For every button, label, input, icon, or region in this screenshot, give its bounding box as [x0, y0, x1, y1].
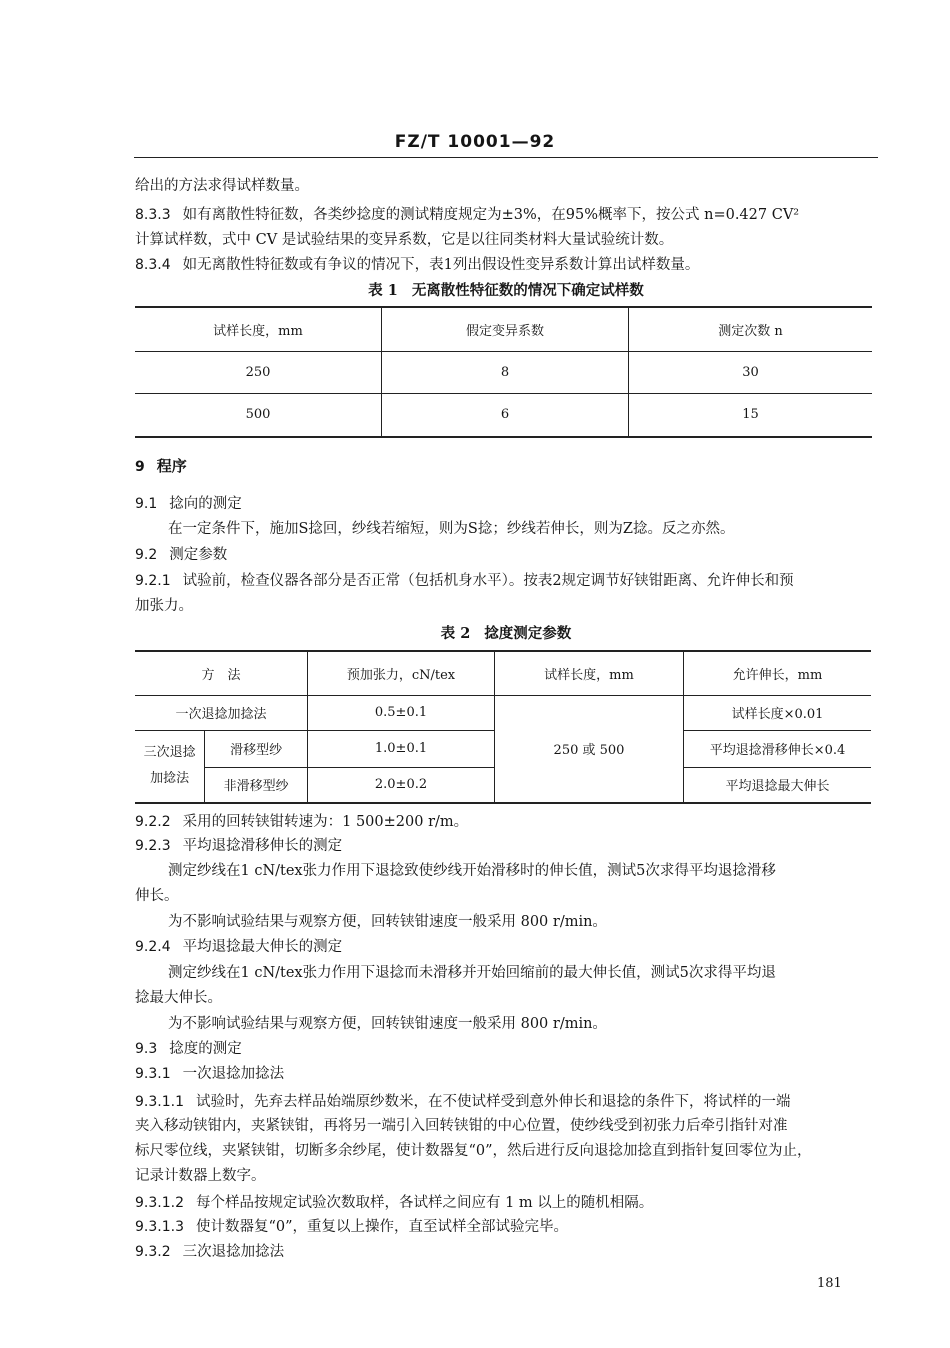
table-row [135, 351, 872, 393]
table-2 [135, 650, 871, 804]
table-1 [135, 306, 872, 438]
paragraph-line: 记录计数器上数字。 [135, 1168, 266, 1184]
table-header-row [135, 307, 872, 351]
clause-number: 9.3 [135, 1041, 158, 1057]
clause-text: 试验时，先弃去样品始端原纱数米，在不使试样受到意外伸长和退捻的条件下，将试样的一端 [195, 1094, 791, 1110]
clause-number: 8.3.4 [135, 257, 171, 273]
table-header-row [135, 651, 871, 695]
clause-9-2-3-heading [135, 836, 877, 856]
clause-text: 采用的回转铗钳转速为：1 500±200 r/m。 [182, 814, 469, 830]
table-title: 无离散性特征数的情况下确定试样数 [411, 282, 644, 299]
table-cell: 500 [135, 393, 382, 437]
table-1-caption [135, 279, 877, 300]
clause-number: 9.3.1 [135, 1066, 171, 1082]
paragraph-line: 捻最大伸长。 [135, 990, 222, 1006]
clause-9-3-1-2 [135, 1193, 877, 1213]
clause-title: 平均退捻滑移伸长的测定 [182, 838, 343, 854]
paragraph-line: 在一定条件下，施加S捻回，纱线若缩短，则为S捻；纱线若伸长，则为Z捻。反之亦然。 [168, 521, 735, 537]
clause-text: 如有离散性特征数，各类纱捻度的测试精度规定为±3%，在95%概率下，按公式 n=0.427 CV² [182, 207, 800, 223]
section-title: 程序 [156, 457, 187, 475]
clause-number: 9.3.1.1 [135, 1094, 184, 1110]
paragraph-line: 计算试样数，式中 CV 是试验结果的变异系数，它是以往同类材料大量试验统计数。 [135, 232, 674, 248]
clause-number: 9.2.2 [135, 814, 171, 830]
clause-number: 9.3.2 [135, 1244, 171, 1260]
clause-number: 9.3.1.3 [135, 1219, 184, 1235]
table-cell: 滑移型纱 [205, 730, 308, 767]
clause-9-3-2-heading [135, 1242, 877, 1262]
clause-number: 9.2.1 [135, 573, 171, 589]
clause-title: 捻向的测定 [169, 496, 242, 512]
table-cell: 250 [135, 351, 382, 393]
table-cell: 6 [382, 393, 629, 437]
clause-title: 捻度的测定 [169, 1041, 242, 1057]
table-cell: 8 [382, 351, 629, 393]
table-cell: 平均退捻滑移伸长×0.4 [684, 730, 872, 767]
clause-number: 9.1 [135, 496, 158, 512]
table-row [135, 393, 872, 437]
paragraph-line: 为不影响试验结果与观察方便，回转铗钳速度一般采用 800 r/min。 [168, 914, 607, 930]
table-title: 捻度测定参数 [484, 625, 572, 642]
clause-text: 试验前，检查仪器各部分是否正常（包括机身水平）。按表2规定调节好铗钳距离、允许伸长和预 [182, 573, 794, 589]
paragraph-line: 伸长。 [135, 888, 179, 904]
table-header-cell: 预加张力，cN/tex [308, 651, 495, 695]
page-number: 181 [817, 1276, 842, 1291]
clause-9-3-1-1 [135, 1092, 877, 1112]
clause-number: 9.2 [135, 547, 158, 563]
table-header-cell: 允许伸长，mm [684, 651, 872, 695]
clause-8-3-3 [135, 205, 877, 225]
paragraph-line: 夹入移动铗钳内，夹紧铗钳，再将另一端引入回转铗钳的中心位置，使纱线受到初张力后牵引指针对准 [135, 1118, 788, 1134]
paragraph-line: 测定纱线在1 cN/tex张力作用下退捻致使纱线开始滑移时的伸长值，测试5次求得平均退捻滑移 [168, 863, 776, 879]
header-rule [134, 157, 878, 158]
table-2-caption [135, 622, 877, 643]
table-cell: 15 [629, 393, 873, 437]
clause-9-2-4-heading [135, 937, 877, 957]
table-cell: 0.5±0.1 [308, 695, 495, 730]
clause-title: 三次退捻加捻法 [182, 1244, 285, 1260]
table-number: 表 1 [368, 282, 398, 299]
clause-9-1-heading [135, 494, 877, 514]
table-cell: 非滑移型纱 [205, 767, 308, 803]
clause-9-2-heading [135, 545, 877, 565]
clause-number: 9.2.4 [135, 939, 171, 955]
standard-code-header: FZ/T 10001—92 [394, 132, 556, 152]
clause-9-2-2 [135, 812, 877, 832]
paragraph-line: 为不影响试验结果与观察方便，回转铗钳速度一般采用 800 r/min。 [168, 1016, 607, 1032]
table-cell: 2.0±0.2 [308, 767, 495, 803]
clause-text: 使计数器复“0”，重复以上操作，直至试样全部试验完毕。 [195, 1219, 569, 1235]
section-9-heading [135, 456, 877, 477]
clause-title: 一次退捻加捻法 [182, 1066, 285, 1082]
paragraph-line: 测定纱线在1 cN/tex张力作用下退捻而未滑移并开始回缩前的最大伸长值，测试5次求得平均退 [168, 965, 776, 981]
clause-number: 9.2.3 [135, 838, 171, 854]
clause-9-2-1 [135, 571, 877, 591]
table-row [135, 695, 871, 730]
clause-number: 8.3.3 [135, 207, 171, 223]
section-number: 9 [135, 459, 145, 475]
table-header-cell: 试样长度，mm [495, 651, 684, 695]
table-header-cell: 假定变异系数 [382, 307, 629, 351]
clause-9-3-1-3 [135, 1217, 877, 1237]
table-cell: 一次退捻加捻法 [135, 695, 308, 730]
clause-title: 平均退捻最大伸长的测定 [182, 939, 343, 955]
paragraph-line: 给出的方法求得试样数量。 [135, 178, 309, 194]
table-cell: 1.0±0.1 [308, 730, 495, 767]
clause-number: 9.3.1.2 [135, 1195, 184, 1211]
table-number: 表 2 [440, 625, 471, 642]
table-cell: 30 [629, 351, 873, 393]
table-cell: 平均退捻最大伸长 [684, 767, 872, 803]
table-cell: 250 或 500 [495, 695, 684, 803]
clause-title: 测定参数 [169, 547, 228, 563]
table-header-cell: 试样长度，mm [135, 307, 382, 351]
clause-text: 每个样品按规定试验次数取样，各试样之间应有 1 m 以上的随机相隔。 [195, 1195, 654, 1211]
clause-9-3-1-heading [135, 1064, 877, 1084]
table-header-cell: 方 法 [135, 651, 308, 695]
paragraph-line: 加张力。 [135, 598, 193, 614]
clause-text: 如无离散性特征数或有争议的情况下，表1列出假设性变异系数计算出试样数量。 [182, 257, 700, 273]
table-cell: 试样长度×0.01 [684, 695, 872, 730]
paragraph-line: 标尺零位线，夹紧铗钳，切断多余纱尾，使计数器复“0”，然后进行反向退捻加捻直到指针复回零位为止， [135, 1143, 812, 1159]
table-header-cell: 测定次数 n [629, 307, 873, 351]
clause-9-3-heading [135, 1039, 877, 1059]
clause-8-3-4 [135, 255, 877, 275]
table-cell: 三次退捻加捻法 [135, 730, 205, 803]
